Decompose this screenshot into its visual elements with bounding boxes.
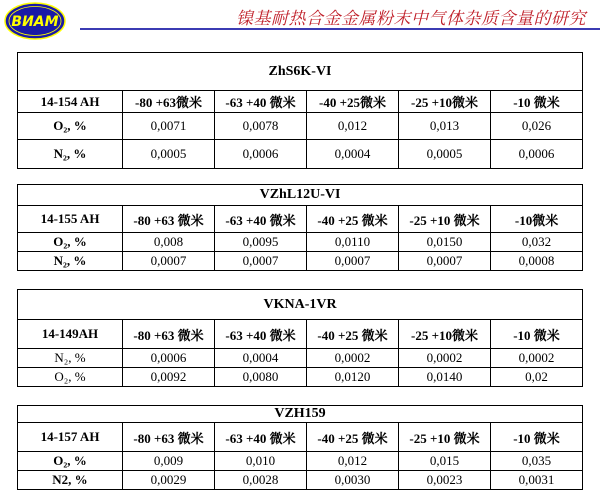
value-cell: 0,0005 xyxy=(123,140,215,169)
fraction-header: -10微米 xyxy=(491,206,583,233)
fraction-header: -40 +25 微米 xyxy=(307,320,399,349)
title-divider xyxy=(80,28,600,30)
fraction-header: -40 +25微米 xyxy=(307,91,399,113)
row-label: N2, % xyxy=(18,471,123,490)
row-label: O₂, % xyxy=(18,113,123,140)
table-title: ZhS6K-VI xyxy=(18,53,583,91)
value-cell: 0,0030 xyxy=(307,471,399,490)
value-cell: 0,0002 xyxy=(307,349,399,368)
fraction-header: -10 微米 xyxy=(491,91,583,113)
value-cell: 0,010 xyxy=(215,452,307,471)
value-cell: 0,02 xyxy=(491,368,583,387)
value-cell: 0,0004 xyxy=(307,140,399,169)
sample-id-header: 14-157 AH xyxy=(18,423,123,452)
value-cell: 0,035 xyxy=(491,452,583,471)
powder-table-zhs6k xyxy=(17,52,583,169)
sample-id-header: 14-154 AH xyxy=(18,91,123,113)
value-cell: 0,0071 xyxy=(123,113,215,140)
powder-table-vzh159 xyxy=(17,405,583,490)
value-cell: 0,0095 xyxy=(215,233,307,252)
table-title: VZhL12U-VI xyxy=(18,185,583,206)
value-cell: 0,012 xyxy=(307,113,399,140)
page-title: 镍基耐热合金金属粉末中气体杂质含量的研究 xyxy=(236,9,586,29)
value-cell: 0,013 xyxy=(399,113,491,140)
value-cell: 0,0006 xyxy=(491,140,583,169)
fraction-header: -25 +10微米 xyxy=(399,91,491,113)
fraction-header: -25 +10微米 xyxy=(399,320,491,349)
value-cell: 0,032 xyxy=(491,233,583,252)
fraction-header: -10 微米 xyxy=(491,423,583,452)
value-cell: 0,0007 xyxy=(123,252,215,271)
row-label: O₂, % xyxy=(18,452,123,471)
value-cell: 0,0008 xyxy=(491,252,583,271)
value-cell: 0,0150 xyxy=(399,233,491,252)
value-cell: 0,0031 xyxy=(491,471,583,490)
row-label: N₂, % xyxy=(18,349,123,368)
value-cell: 0,0005 xyxy=(399,140,491,169)
powder-table-vkna1vr xyxy=(17,289,583,387)
fraction-header: -25 +10 微米 xyxy=(399,423,491,452)
value-cell: 0,0006 xyxy=(215,140,307,169)
value-cell: 0,0004 xyxy=(215,349,307,368)
row-label: O₂, % xyxy=(18,368,123,387)
viam-logo xyxy=(4,2,66,40)
value-cell: 0,0028 xyxy=(215,471,307,490)
value-cell: 0,0002 xyxy=(399,349,491,368)
value-cell: 0,0007 xyxy=(399,252,491,271)
value-cell: 0,0120 xyxy=(307,368,399,387)
fraction-header: -80 +63 微米 xyxy=(123,320,215,349)
row-label: N₂, % xyxy=(18,140,123,169)
value-cell: 0,008 xyxy=(123,233,215,252)
value-cell: 0,0092 xyxy=(123,368,215,387)
logo-text: ВИАМ xyxy=(11,14,59,30)
table-title: VZH159 xyxy=(18,406,583,423)
value-cell: 0,026 xyxy=(491,113,583,140)
sample-id-header: 14-155 AH xyxy=(18,206,123,233)
fraction-header: -80 +63 微米 xyxy=(123,423,215,452)
fraction-header: -63 +40 微米 xyxy=(215,320,307,349)
sample-id-header: 14-149AH xyxy=(18,320,123,349)
fraction-header: -40 +25 微米 xyxy=(307,423,399,452)
value-cell: 0,0110 xyxy=(307,233,399,252)
value-cell: 0,009 xyxy=(123,452,215,471)
row-label: N₂, % xyxy=(18,252,123,271)
value-cell: 0,0007 xyxy=(307,252,399,271)
value-cell: 0,0007 xyxy=(215,252,307,271)
fraction-header: -63 +40 微米 xyxy=(215,423,307,452)
fraction-header: -63 +40 微米 xyxy=(215,206,307,233)
value-cell: 0,0023 xyxy=(399,471,491,490)
value-cell: 0,015 xyxy=(399,452,491,471)
value-cell: 0,0140 xyxy=(399,368,491,387)
fraction-header: -10 微米 xyxy=(491,320,583,349)
value-cell: 0,0002 xyxy=(491,349,583,368)
fraction-header: -40 +25 微米 xyxy=(307,206,399,233)
fraction-header: -25 +10 微米 xyxy=(399,206,491,233)
powder-table-vzhl12u xyxy=(17,184,583,271)
fraction-header: -63 +40 微米 xyxy=(215,91,307,113)
value-cell: 0,0080 xyxy=(215,368,307,387)
value-cell: 0,0078 xyxy=(215,113,307,140)
fraction-header: -80 +63 微米 xyxy=(123,206,215,233)
fraction-header: -80 +63微米 xyxy=(123,91,215,113)
row-label: O₂, % xyxy=(18,233,123,252)
value-cell: 0,0006 xyxy=(123,349,215,368)
value-cell: 0,0029 xyxy=(123,471,215,490)
value-cell: 0,012 xyxy=(307,452,399,471)
table-title: VKNA-1VR xyxy=(18,290,583,320)
